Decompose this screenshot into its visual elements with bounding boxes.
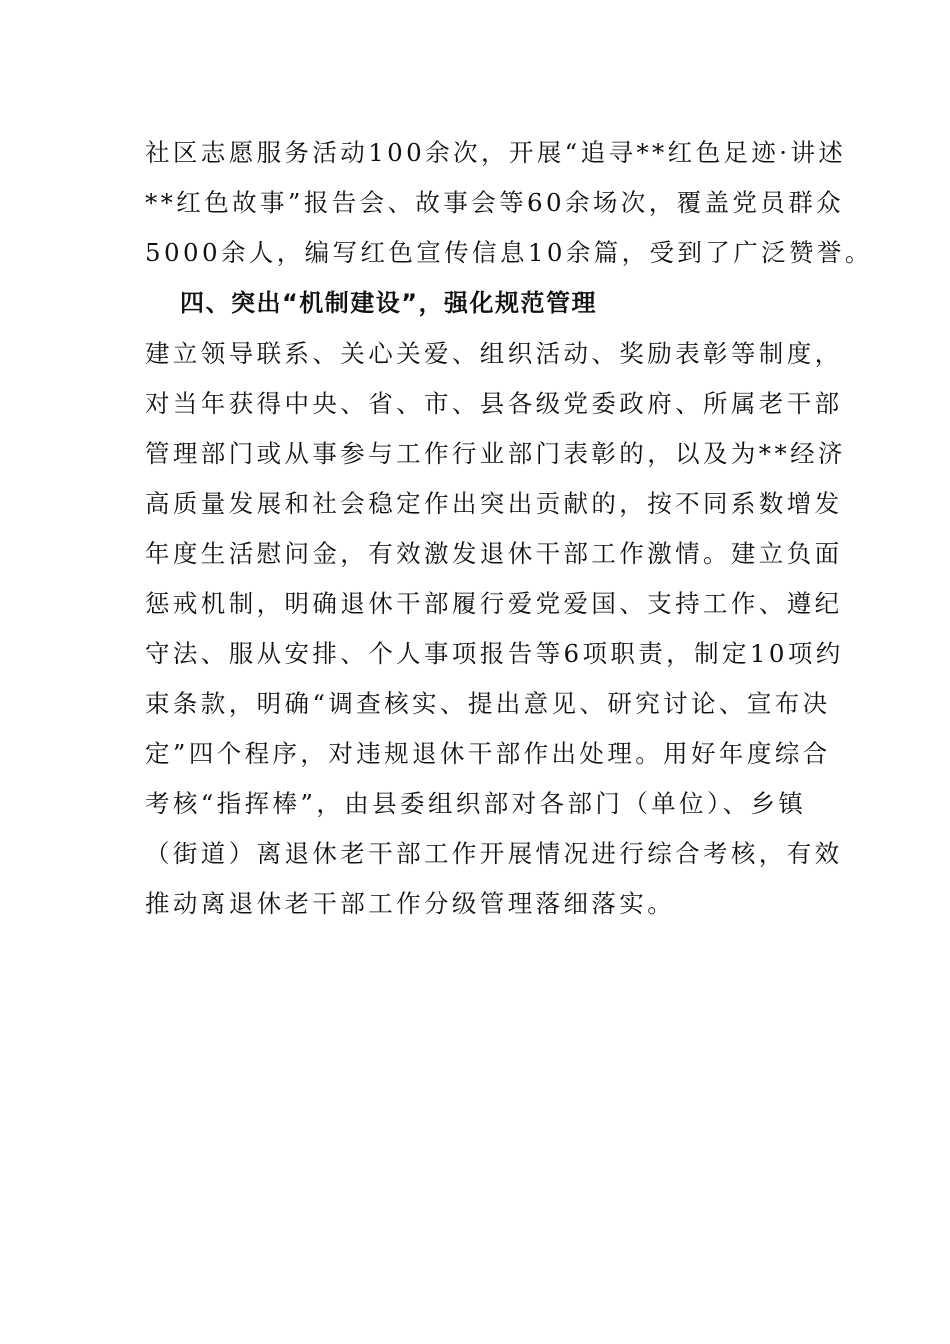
paragraph-line: 束条款，明确“调查核实、提出意见、研究讨论、宣布决 xyxy=(145,689,831,718)
paragraph-line: 5000余人，编写红色宣传信息10余篇，受到了广泛赞誉。 xyxy=(145,238,873,267)
paragraph-mechanism-building xyxy=(145,329,846,929)
paragraph-line: 定”四个程序，对违规退休干部作出处理。用好年度综合 xyxy=(145,739,831,768)
paragraph-line: 年度生活慰问金，有效激发退休干部工作激情。建立负面 xyxy=(145,539,843,568)
paragraph-line: 建立领导联系、关心关爱、组织活动、奖励表彰等制度， xyxy=(145,339,843,368)
paragraph-line: 管理部门或从事参与工作行业部门表彰的，以及为**经济 xyxy=(145,439,846,468)
paragraph-line: 考核“指挥棒”，由县委组织部对各部门（单位）、乡镇 xyxy=(145,789,807,818)
paragraph-line: 惩戒机制，明确退休干部履行爱党爱国、支持工作、遵纪 xyxy=(145,589,843,618)
paragraph-line: 社区志愿服务活动100余次，开展“追寻**红色足迹·讲述 xyxy=(145,138,847,167)
section-heading: 四、突出“机制建设”，强化规范管理 xyxy=(180,289,598,317)
paragraph-volunteer-activities xyxy=(145,128,873,278)
paragraph-line: 守法、服从安排、个人事项报告等6项职责，制定10项约 xyxy=(145,639,844,668)
paragraph-line: 推动离退休老干部工作分级管理落细落实。 xyxy=(145,889,676,918)
paragraph-line: 对当年获得中央、省、市、县各级党委政府、所属老干部 xyxy=(145,389,843,418)
paragraph-line: 高质量发展和社会稳定作出突出贡献的，按不同系数增发 xyxy=(145,489,843,518)
paragraph-line: **红色故事”报告会、故事会等60余场次，覆盖党员群众 xyxy=(145,188,844,217)
paragraph-line: （街道）离退休老干部工作开展情况进行综合考核，有效 xyxy=(145,839,843,868)
